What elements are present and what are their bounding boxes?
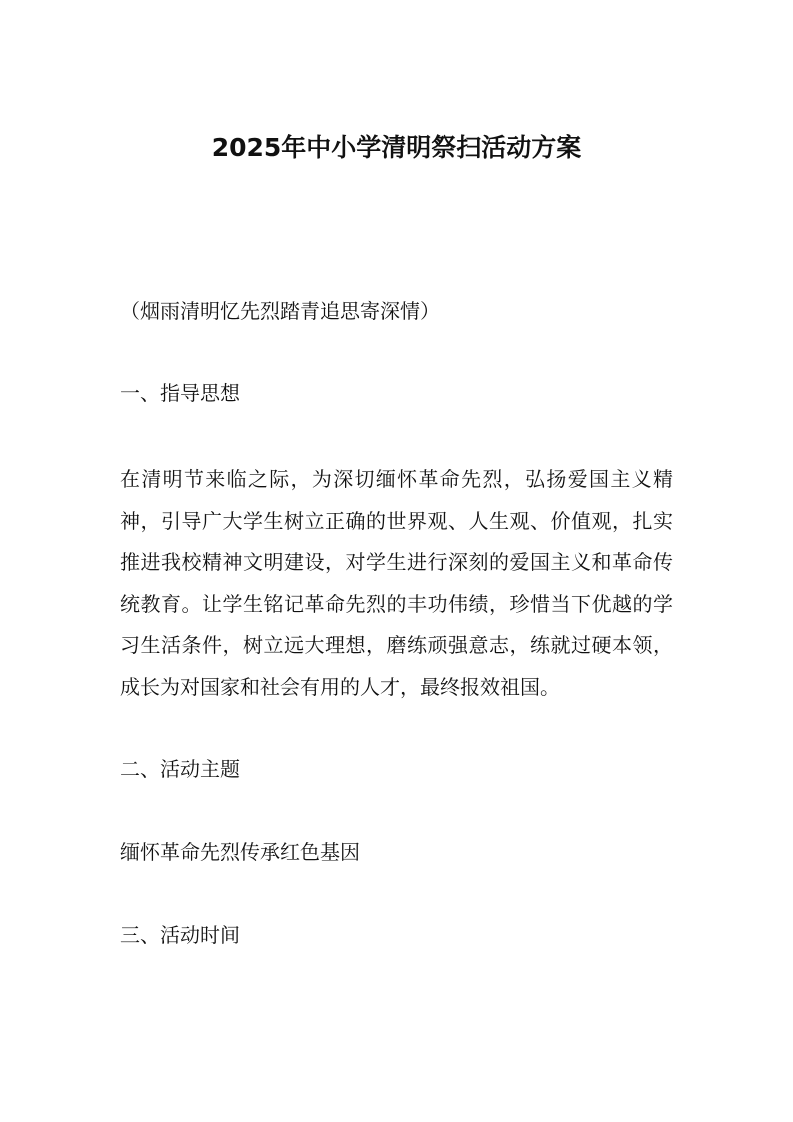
section-heading-activity-theme: 二、活动主题 — [120, 757, 240, 781]
document-subtitle: （烟雨清明忆先烈踏青追思寄深情） — [120, 299, 440, 323]
section-body-activity-theme: 缅怀革命先烈传承红色基因 — [120, 840, 360, 864]
document-title: 2025年中小学清明祭扫活动方案 — [211, 133, 582, 162]
section-body-guiding-ideology: 在清明节来临之际，为深切缅怀革命先烈，弘扬爱国主义精神，引导广大学生树立正确的世界观、人生观、价值观，扎实推进我校精神文明建设，对学生进行深刻的爱国主义和革命传统教育。让学生铭记革命先烈的丰功伟绩，珍惜当下优越的学习生活条件，树立远大理想，磨练顽强意志，练就过硬本领，成长为对国家和社会有用的人才，最终报效祖国。 — [120, 467, 673, 699]
section-heading-guiding-ideology: 一、指导思想 — [120, 381, 240, 405]
section-heading-activity-time: 三、活动时间 — [120, 923, 240, 947]
